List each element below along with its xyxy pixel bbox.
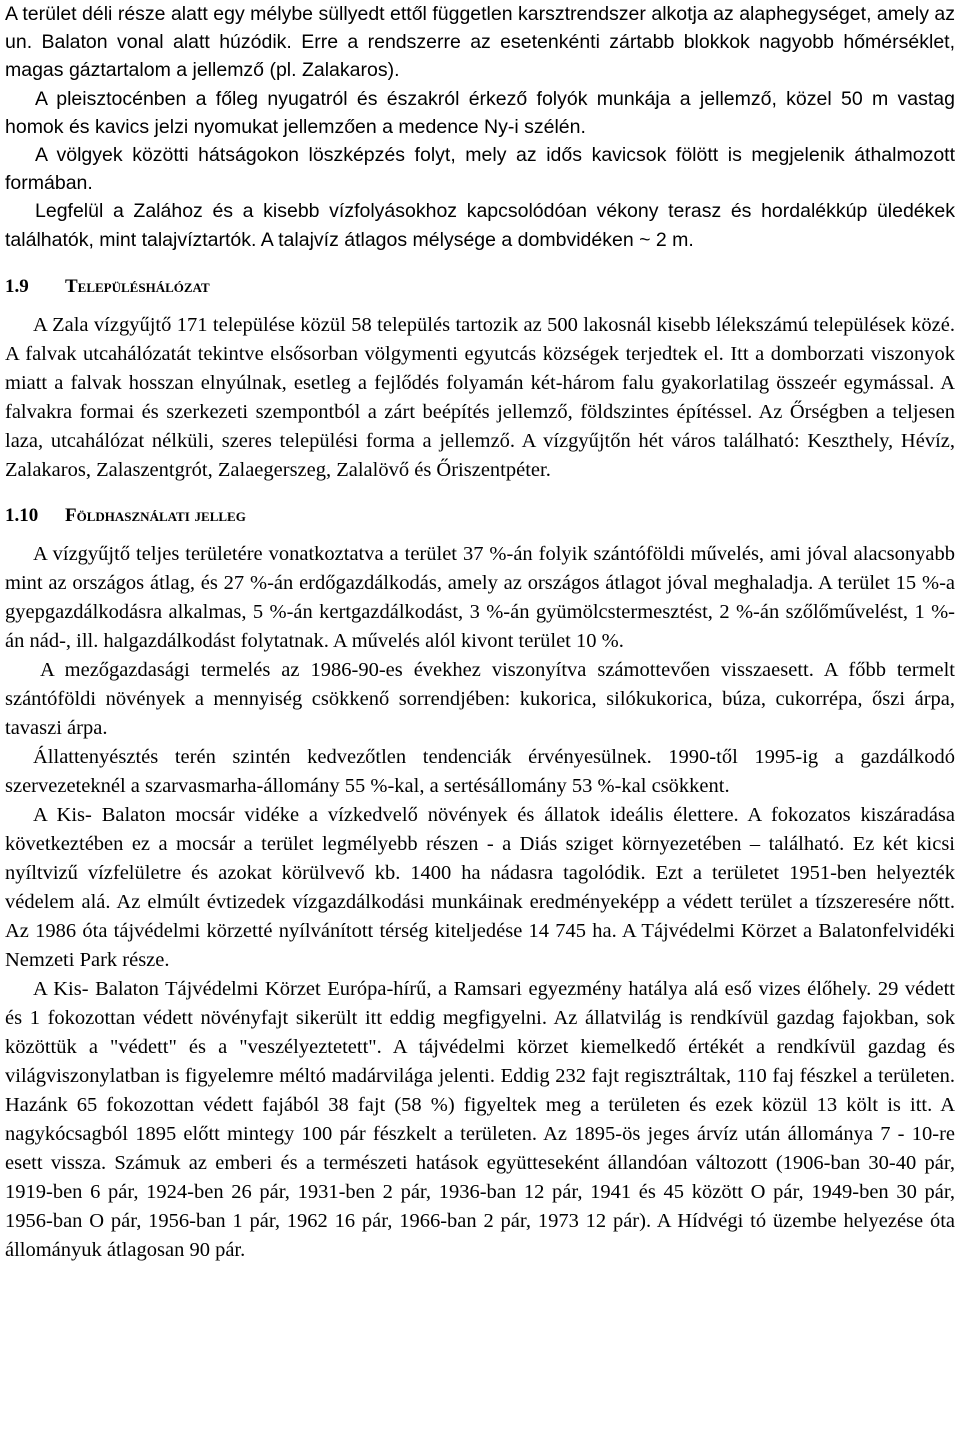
document-page (5, 0, 955, 1265)
intro-paragraph-4: Legfelül a Zalához és a kisebb vízfolyásokhoz kapcsolódóan vékony terasz és hordalékkúp üledékek találhatók, mint talajvíztartók. A talajvíz átlagos mélysége a dombvidéken ~ 2 m. (5, 200, 955, 251)
section-1-10-paragraph-4: A Kis- Balaton mocsár vidéke a vízkedvelő növények és állatok ideális élettere. A fokozatos kiszáradása következtében ez a mocsár a terület legmélyebb részen - a Diás sziget környezetében – található. Ez két kicsi nyíltvizű vízfelületre és azokat körülvevő kb. 1400 ha nádasra tagolódik. Ezt a területet 1951-ben helyezték védelem alá. Az elmúlt évtizedek vízgazdálkodási munkáinak eredményeképp a védett terület a tízszeresére nőtt. Az 1986 óta tájvédelmi körzetté nyílvánított térség kiteljedése 14 745 ha. A Tájvédelmi Körzet a Balatonfelvidéki Nemzeti Park része. (5, 803, 955, 971)
intro-paragraph-2: A pleisztocénben a főleg nyugatról és északról érkező folyók munkája a jellemző, közel 50 m vastag homok és kavics jelzi nyomukat jellemzően a medence Ny-i szélén. (5, 87, 955, 138)
section-1-10-paragraph-5: A Kis- Balaton Tájvédelmi Körzet Európa-hírű, a Ramsari egyezmény hatálya alá eső vizes élőhely. 29 védett és 1 fokozottan védett növényfajt sikerült itt eddig megfigyelni. Az állatvilág is rendkívül gazdag fajokban, sok közöttük a "védett" és a "veszélyeztetett". A tájvédelmi körzet kiemelkedő értékét a rendkívül gazdag és világviszonylatban is figyelemre méltó madárvilága jelenti. Eddig 232 fajt regisztráltak, 110 faj fészkel a területen. Hazánk 65 fokozottan védett fajából 38 fajt (58 %) figyeltek meg a területen és ezek közül 13 költ is itt. A nagykócsagból 1895 előtt mintegy 100 pár fészkelt a területen. Az 1895-ös jeges árvíz után állománya 7 - 10-re esett vissza. Számuk az emberi és a természeti hatások együtteseként állandóan változott (1906-ban 30-40 pár, 1919-ben 6 pár, 1924-ben 26 pár, 1931-ben 2 pár, 1936-ban 12 pár, 1941 és 45 között O pár, 1949-ben 30 pár, 1956-ban O pár, 1956-ban 1 pár, 1962 16 pár, 1966-ban 2 pár, 1973 12 pár). A Hídvégi tó üzembe helyezése óta állományuk átlagosan 90 pár. (5, 977, 955, 1261)
section-title: Településhálózat (65, 275, 210, 297)
section-title: Földhasználati jelleg (65, 504, 246, 526)
section-1-9-paragraph-1: A Zala vízgyűjtő 171 települése közül 58 település tartozik az 500 lakosnál kisebb lélekszámú települések közé. A falvak utcahálózatát tekintve elsősorban völgymenti egyutcás községek terjedtek el. Itt a domborzati viszonyok miatt a falvak hosszan elnyúlnak, esetleg a fejlődés folyamán két-három falu gyakorlatilag összeér egymással. A falvakra formai és szerkezeti szempontból a zárt beépítés jellemző, földszintes építéssel. Az Őrségben a teljesen laza, utcahálózat nélküli, szeres települési forma a jellemző. A vízgyűjtőn hét város található: Keszthely, Hévíz, Zalakaros, Zalaszentgrót, Zalaegerszeg, Zalalövő és Őriszentpéter. (5, 313, 955, 481)
section-1-10-paragraph-2: A mezőgazdasági termelés az 1986-90-es évekhez viszonyítva számottevően visszaesett. A főbb termelt szántóföldi növények a mennyiség csökkenő sorrendjében: kukorica, silókukorica, búza, cukorrépa, őszi árpa, tavaszi árpa. (5, 658, 955, 739)
section-1-10-paragraph-1: A vízgyűjtő teljes területére vonatkoztatva a terület 37 %-án folyik szántóföldi művelés, ami jóval alacsonyabb mint az országos átlag, és 27 %-án erdőgazdálkodás, amely az országos átlagot jóval meghaladja. A terület 15 %-a gyepgazdálkodásra alkalmas, 5 %-án kertgazdálkodást, 3 %-án gyümölcstermesztést, 2 %-án szőlőművelést, 1 %-án nád-, ill. halgazdálkodást folytatnak. A művelés alól kivont terület 10 %. (5, 542, 955, 652)
section-number: 1.9 (5, 275, 29, 297)
section-heading-1-10 (5, 499, 955, 532)
intro-paragraph-1: A terület déli része alatt egy mélybe süllyedt ettől független karsztrendszer alkotja az alaphegységet, amely az un. Balaton vonal alatt húzódik. Erre a rendszerre az esetenkénti zártabb blokkok nagyobb hőmérséklet, magas gáztartalom a jellemző (pl. Zalakaros). (5, 3, 955, 82)
section-1-10-paragraph-3: Állattenyésztés terén szintén kedvezőtlen tendenciák érvényesülnek. 1990-től 1995-ig a gazdálkodó szervezeteknél a szarvasmarha-állomány 55 %-kal, a sertésállomány 53 %-kal csökkent. (5, 745, 955, 797)
section-number: 1.10 (5, 504, 39, 526)
intro-paragraph-3: A völgyek közötti hátságokon löszképzés folyt, mely az idős kavicsok fölött is megjelenik áthalmozott formában. (5, 144, 955, 195)
section-heading-1-9 (5, 270, 955, 303)
